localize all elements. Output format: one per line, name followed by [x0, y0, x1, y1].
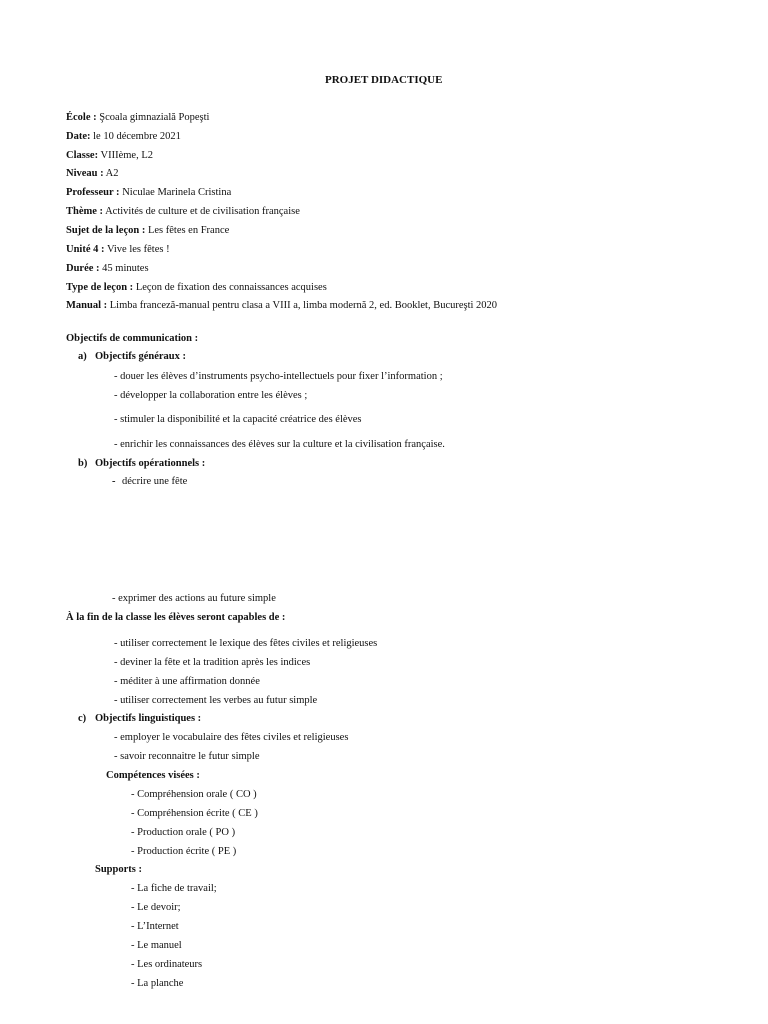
- field-label: Durée :: [66, 263, 100, 274]
- operational-bullet: -: [112, 476, 116, 487]
- field-classe: [66, 149, 153, 163]
- end-of-class-item: - deviner la fête et la tradition après les indices: [114, 657, 311, 668]
- field-value: Activités de culture et de civilisation française: [105, 206, 300, 217]
- field-type-lecon: [66, 281, 327, 295]
- competence-item: - Compréhension écrite ( CE ): [131, 808, 258, 819]
- field-date: [66, 130, 181, 144]
- general-heading: Objectifs généraux :: [95, 351, 186, 362]
- general-item: - douer les élèves d’instruments psycho-intellectuels pour fixer l’information ;: [114, 371, 443, 382]
- operational-item: décrire une fête: [122, 476, 188, 487]
- field-value: 45 minutes: [102, 263, 149, 274]
- support-item: - La planche: [131, 978, 184, 989]
- field-manual: [66, 299, 497, 313]
- competence-item: - Compréhension orale ( CO ): [131, 789, 257, 800]
- field-label: Classe:: [66, 150, 99, 161]
- general-item: - stimuler la disponibilité et la capacité créatrice des élèves: [114, 414, 362, 425]
- field-value: Niculae Marinela Cristina: [122, 187, 232, 198]
- communication-heading: Objectifs de communication :: [66, 333, 199, 344]
- linguistic-marker: c): [78, 713, 87, 724]
- end-of-class-item: - utiliser correctement les verbes au futur simple: [114, 695, 318, 706]
- field-professeur: [66, 186, 231, 200]
- field-sujet: [66, 224, 229, 238]
- support-item: - L’Internet: [131, 921, 179, 932]
- operational-item: - exprimer des actions au future simple: [112, 593, 276, 604]
- field-unite: [66, 243, 170, 257]
- field-niveau: [66, 167, 119, 181]
- field-label: Manual :: [66, 300, 108, 311]
- field-value: le 10 décembre 2021: [93, 131, 181, 142]
- field-value: Şcoala gimnazială Popeşti: [99, 112, 210, 123]
- field-label: Niveau :: [66, 168, 104, 179]
- linguistic-item: - savoir reconnaitre le futur simple: [114, 751, 260, 762]
- support-item: - La fiche de travail;: [131, 883, 217, 894]
- field-duree: [66, 262, 149, 276]
- end-of-class-heading: À la fin de la classe les élèves seront capables de :: [66, 612, 286, 623]
- general-item: - développer la collaboration entre les élèves ;: [114, 390, 308, 401]
- competence-item: - Production orale ( PO ): [131, 827, 236, 838]
- field-label: École :: [66, 112, 97, 123]
- operational-heading: Objectifs opérationnels :: [95, 458, 206, 469]
- general-item: - enrichir les connaissances des élèves sur la culture et la civilisation française.: [114, 439, 445, 450]
- field-label: Type de leçon :: [66, 282, 134, 293]
- field-theme: [66, 205, 300, 219]
- linguistic-heading: Objectifs linguistiques :: [95, 713, 202, 724]
- field-label: Unité 4 :: [66, 244, 105, 255]
- support-item: - Le devoir;: [131, 902, 181, 913]
- field-value: VIIIème, L2: [100, 150, 154, 161]
- field-label: Date:: [66, 131, 91, 142]
- field-label: Thème :: [66, 206, 104, 217]
- supports-heading: Supports :: [95, 864, 142, 875]
- competences-heading: Compétences visées :: [106, 770, 200, 781]
- competence-item: - Production écrite ( PE ): [131, 846, 237, 857]
- field-value: Les fêtes en France: [147, 225, 230, 236]
- field-value: Limba franceză-manual pentru clasa a VIII a, limba modernă 2, ed. Booklet, Bucureşti 2020: [109, 300, 498, 311]
- field-ecole: [66, 111, 209, 125]
- end-of-class-item: - méditer à une affirmation donnée: [114, 676, 260, 687]
- field-label: Sujet de la leçon :: [66, 225, 146, 236]
- field-value: Leçon de fixation des connaissances acquises: [135, 282, 327, 293]
- field-label: Professeur :: [66, 187, 120, 198]
- doc-title: PROJET DIDACTIQUE: [325, 74, 443, 86]
- support-item: - Le manuel: [131, 940, 182, 951]
- operational-marker: b): [78, 458, 88, 469]
- end-of-class-item: - utiliser correctement le lexique des fêtes civiles et religieuses: [114, 638, 378, 649]
- linguistic-item: - employer le vocabulaire des fêtes civiles et religieuses: [114, 732, 349, 743]
- field-value: Vive les fêtes !: [106, 244, 170, 255]
- support-item: - Les ordinateurs: [131, 959, 203, 970]
- field-value: A2: [105, 168, 119, 179]
- general-marker: a): [78, 351, 87, 362]
